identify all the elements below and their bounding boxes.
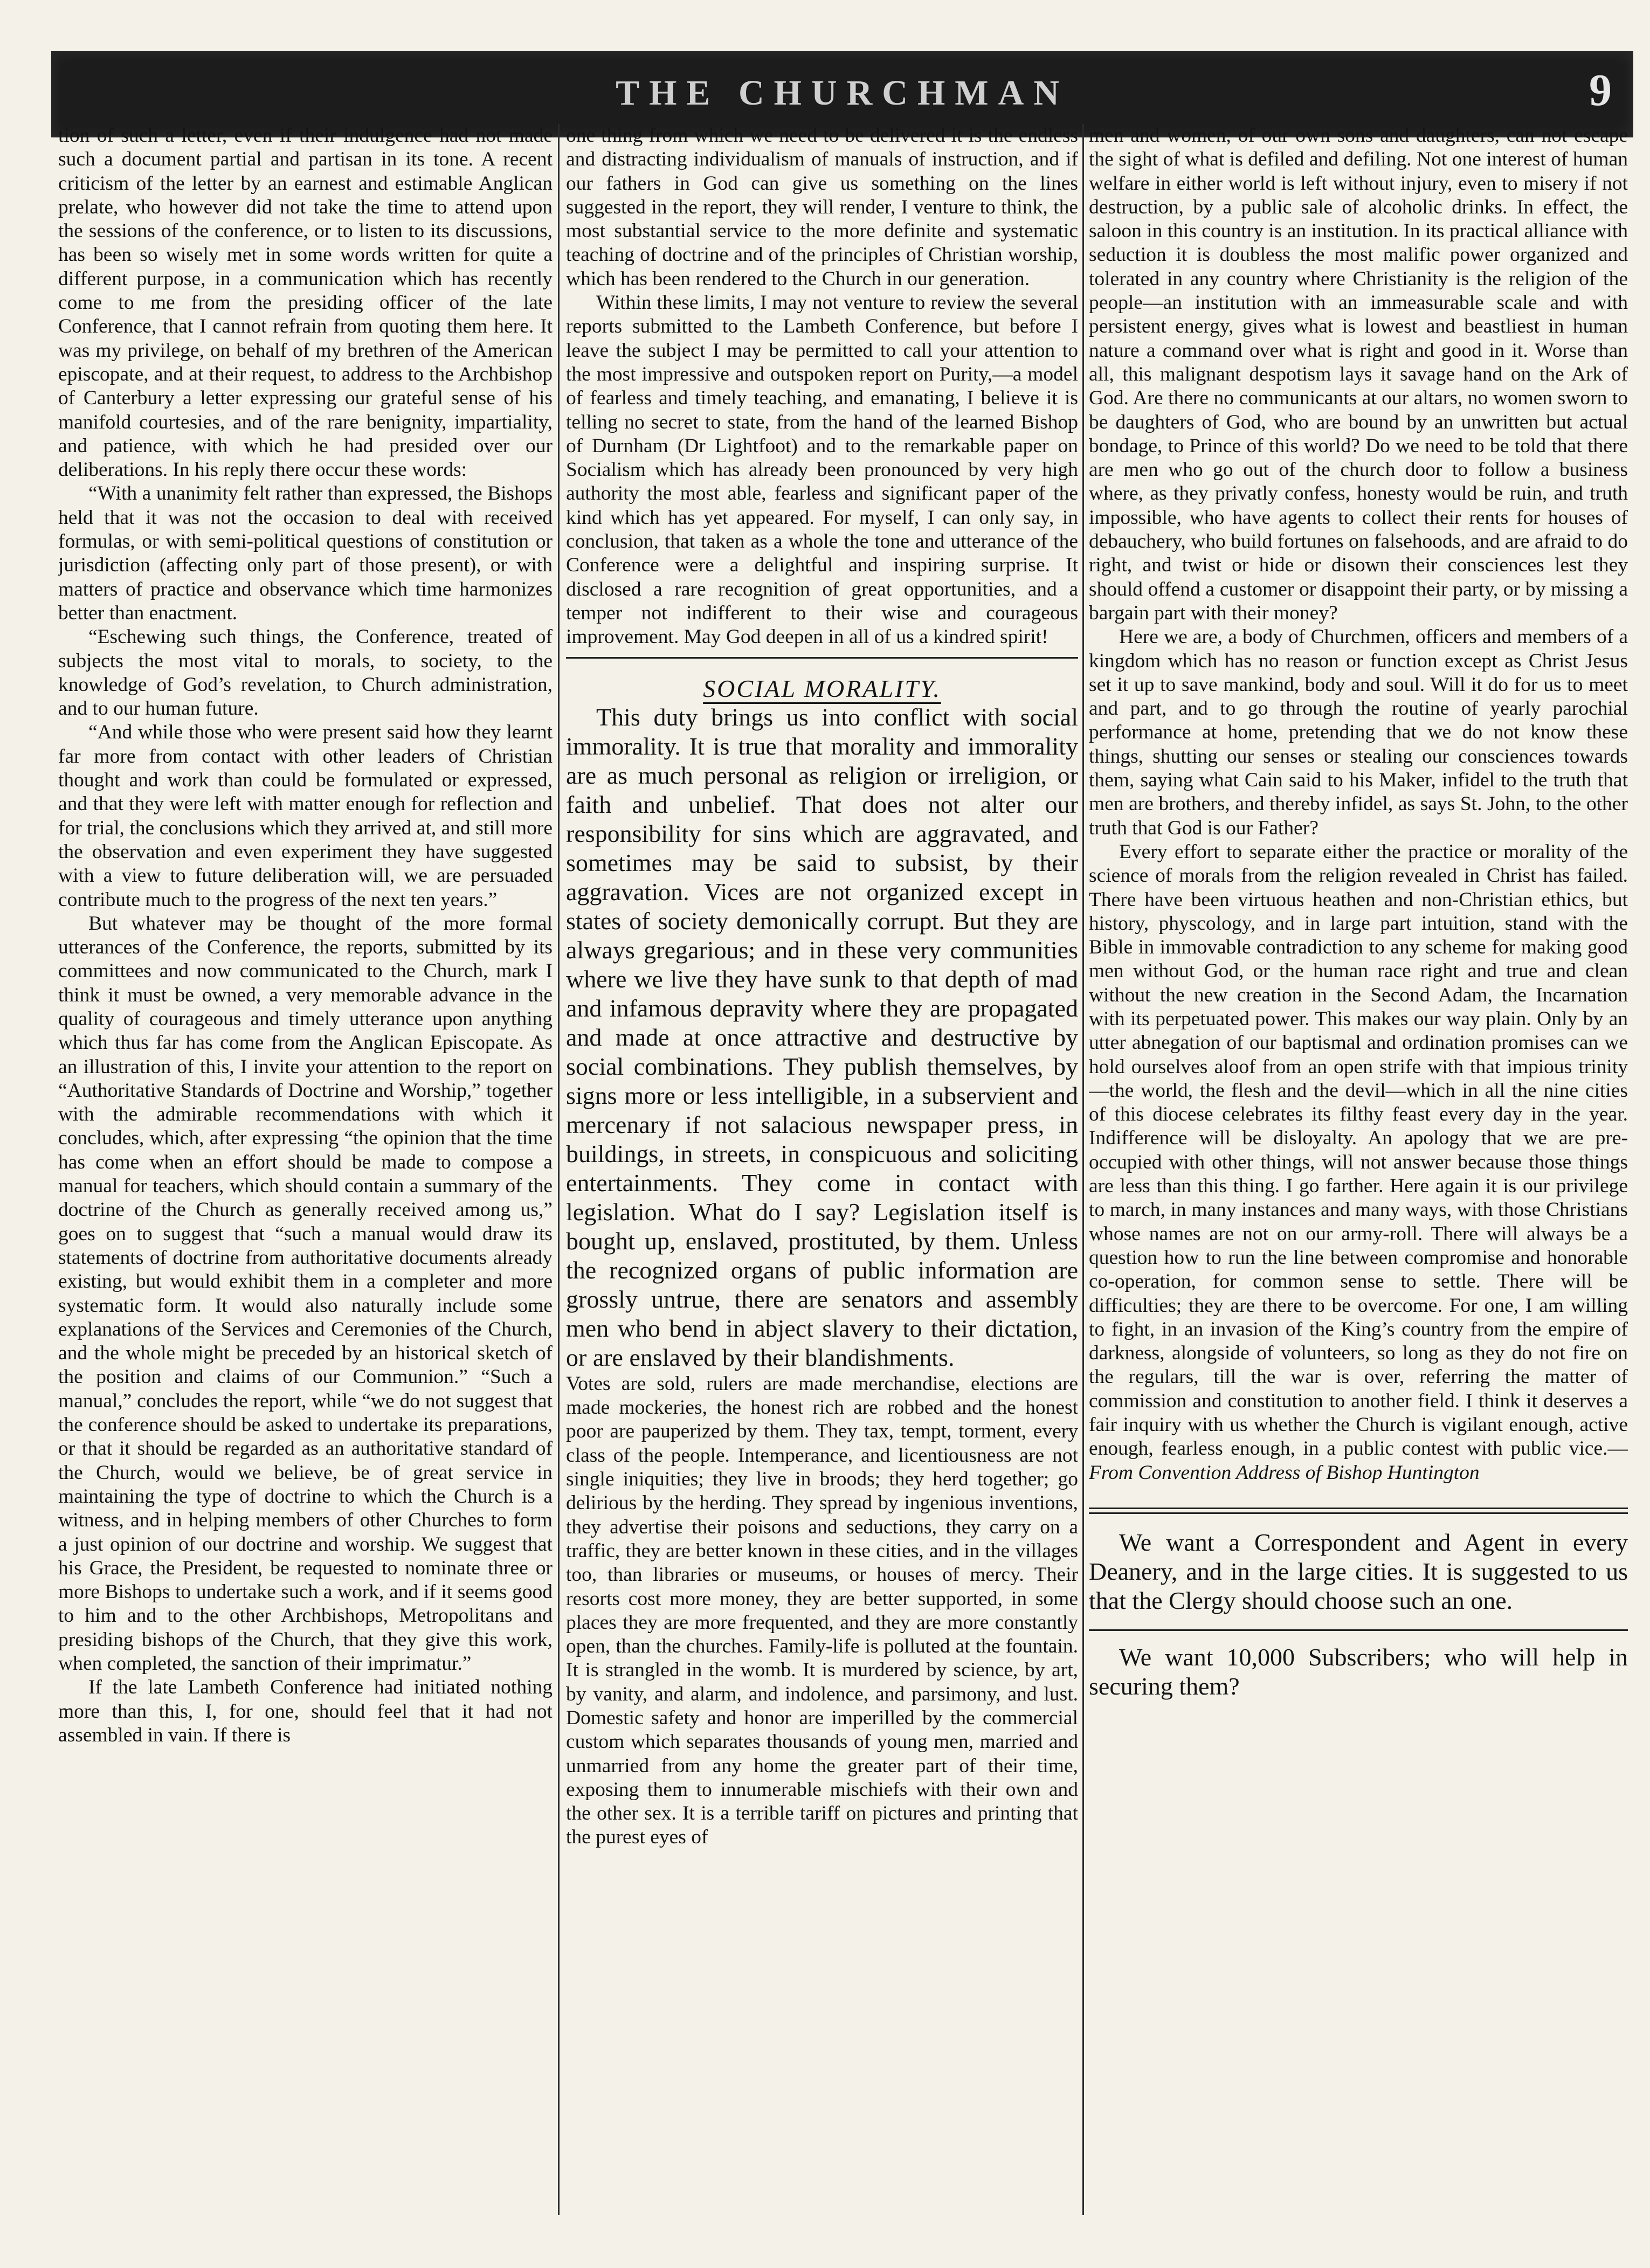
paragraph: tion of such a letter, even if their indulgence had not made such a document partial and partisan in its tone. A recent criticism of the letter by an earnest and estimable Anglican prelate, who however did not take the time to attend upon the sessions of the conference, or to listen to its discussions, has been so wisely met in some words written for quite a different purpose, in a communication which has recently come to me from the presiding officer of the late Conference, that I cannot refrain from quoting them here. It was my privilege, on behalf of my brethren of the American episcopate, and at their request, to address to the Archbishop of Canterbury a letter expressing our grateful sense of his manifold courtesies, and of the rare benignity, impartiality, and patience, with which he had presided over our deliberations. In his reply there occur these words:	[58, 125, 553, 481]
quote-paragraph: “And while those who were present said how they learnt far more from contact with other leaders of Christian thought and work than could be formulated or expressed, and that they were left with matter enough for reflection and for trial, the conclusions which they arrived at, and still more the observation and even experiment they have suggested with a view to future deliberation will, we are persuaded contribute much to the progress of the next ten years.”	[58, 721, 553, 911]
paragraph: If the late Lambeth Conference had initiated nothing more than this, I, for one, should feel that it had not assembled in vain. If there is	[58, 1676, 553, 1746]
newspaper-title: THE CHURCHMAN	[616, 73, 1069, 113]
paragraph: Here we are, a body of Churchmen, officers and members of a kingdom which has no reason or function except as Christ Jesus set it up to save mankind, body and soul. Will it do for us to meet and part, and to go through the routine of yearly parochial performance at home, pretending that we do not know these things, shutting our senses or stealing our consciences towards them, saying what Cain said to his Maker, infidel to the truth that men are brothers, and thereby infidel, as says St. John, to the other truth that God is our Father?	[1089, 626, 1628, 839]
paragraph: Within these limits, I may not venture to review the several reports submitted to the Lambeth Conference, but before I leave the subject I may be permitted to call your attention to the most impressive and outspoken report on Purity,—a model of fearless and timely teaching, and emanating, I believe it is telling no secret to state, from the hand of the learned Bishop of Durnham (Dr Lightfoot) and to the remarkable paper on Socialism which has already been pronounced by very high authority the most able, fearless and significant paper of the kind which has yet appeared. For myself, I can only say, in conclusion, that taken as a whole the tone and utterance of the Conference were a delightful and inspiring surprise. It disclosed a rare recognition of great opportunities, and a temper not indifferent to their wise and courageous improvement. May God deepen in all of us a kindred spirit!	[566, 292, 1078, 648]
column-2	[566, 124, 1078, 2226]
notice: We want a Correspondent and Agent in every Deanery, and in the large cities. It is suggested to us that the Clergy should choose such an one.	[1089, 1528, 1628, 1614]
column-1	[58, 124, 553, 2226]
page-number: 9	[1589, 65, 1612, 115]
column-divider	[1082, 124, 1084, 2215]
section-heading-text: SOCIAL MORALITY.	[703, 674, 941, 702]
divider	[1089, 1508, 1628, 1514]
divider	[1089, 1629, 1628, 1631]
source-attribution: From Convention Address of Bishop Huntington	[1089, 1461, 1480, 1484]
quote-paragraph: “Eschewing such things, the Conference, treated of subjects the most vital to morals, to society, to the knowledge of God’s revelation, to Church administration, and to our human future.	[58, 626, 553, 720]
column-3	[1089, 124, 1628, 2226]
paragraph: This duty brings us into conflict with social immorality. It is true that morality and immorality are as much personal as religion or irreligion, or faith and unbelief. That does not alter our responsibility for sins which are aggravated, and sometimes may be said to subsist, by their aggravation. Vices are not organized except in states of society demonically corrupt. But they are always gregarious; and in these very communities where we live they have sunk to that depth of mad and infamous depravity where they are propagated and made at once attractive and destructive by social combinations. They publish themselves, by signs more or less intelligible, in a subservient and mercenary if not salacious newspaper press, in buildings, in streets, in conspicuous and soliciting entertainments. They come in contact with legislation. What do I say? Legislation itself is bought up, enslaved, prostituted, by them. Unless the recognized organs of public information are grossly untrue, there are senators and assembly men who bend in abject slavery to their dictation, or are enslaved by their blandishments.	[566, 703, 1078, 1371]
paragraph: one thing from which we need to be delivered it is the endless and distracting individualism of manuals of instruction, and if our fathers in God can give us something on the lines suggested in the report, they will render, I venture to think, the most substantial service to the more definite and systematic teaching of doctrine and of the principles of Christian worship, which has been rendered to the Church in our generation.	[566, 125, 1078, 290]
notice: We want 10,000 Subscribers; who will help in securing them?	[1089, 1643, 1628, 1700]
divider	[566, 657, 1078, 659]
column-divider	[558, 124, 560, 2215]
paragraph: But whatever may be thought of the more formal utterances of the Conference, the reports, submitted by its committees and now communicated to the Church, mark I think it must be owned, a very memorable advance in the quality of courageous and timely utterance upon anything which thus far has come from the Anglican Episcopate. As an illustration of this, I invite your attention to the report on “Authoritative Standards of Doctrine and Worship,” together with the admirable recommendations with which it concludes, which, after expressing “the opinion that the time has come when an effort should be made to compose a manual for teachers, which should contain a summary of the doctrine of the Church as generally received among us,” goes on to suggest that “such a manual would draw its statements of doctrine from authoritative documents already existing, but would exhibit them in a completer and more systematic form. It would also naturally include some explanations of the Services and Ceremonies of the Church, and the whole might be preceded by an historical sketch of the position and claims of our Communion.” “Such a manual,” concludes the report, while “we do not suggest that the conference should be asked to undertake its preparations, or that it should be regarded as an authoritative standard of the Church, would we believe, be of great service in maintaining the type of doctrine to which the Church is a witness, and in helping members of other Churches to form a just opinion of our doctrine and worship. We suggest that his Grace, the President, be requested to nominate three or more Bishops to undertake such a work, and if it seems good to him and to the other Archbishops, Metropolitans and presiding bishops of the Church, that they give this work, when completed, the sanction of their imprimatur.”	[58, 912, 553, 1675]
paragraph: men and women, of our own sons and daughters, can not escape the sight of what is defiled and defiling. Not one interest of human welfare in either world is left without injury, even to misery if not destruction, by a public sale of alcoholic drinks. In effect, the saloon in this country is an institution. In its practical alliance with seduction it is doubless the most malific power organized and tolerated in any country where Christianity is the religion of the people—an institution with an immeasurable scale and with persistent energy, gives what is lowest and beastliest in human nature a command over what is right and good in it. Worse than all, this malignant despotism lays it savage hand on the Ark of God. Are there no communicants at our altars, no women sworn to be daughters of God, who are bound by an unwritten but actual bondage, to Prince of this world? Do we need to be told that there are men who go out of the church door to follow a business where, as they privatly confess, honesty would be ruin, and truth impossible, who have agents to collect their rents for houses of debauchery, who build fortunes on falsehoods, and are afraid to do right, and twist or hide or disown their consciences lest they should offend a customer or disappoint their party, or by missing a bargain part with their money?	[1089, 125, 1628, 624]
quote-paragraph: “With a unanimity felt rather than expressed, the Bishops held that it was not the occasion to deal with received formulas, or with semi-political questions of constitution or jurisdiction (affecting only part of those present), or with matters of practice and observance which time harmonizes better than enactment.	[58, 482, 553, 624]
paragraph: Votes are sold, rulers are made merchandise, elections are made mockeries, the honest rich are robbed and the honest poor are pauperized by them. They tax, tempt, torment, every class of the people. Intemperance, and licentiousness are not single iniquities; they live in broods; they herd together; go delirious by the herding. They spread by ingenious inventions, they advertise their poisons and seductions, they carry on a traffic, they are better known in these cities, and in the villages too, than libraries or museums, or houses of mercy. Their resorts cost more money, they are better supported, in some places they are more frequented, and they are more constantly open, than the churches. Family-life is polluted at the fountain. It is strangled in the womb. It is murdered by science, by art, by vanity, and alarm, and indolence, and parsimony, and lust. Domestic safety and honor are imperilled by the commercial custom which separates thousands of young men, married and unmarried from any home the greater part of their time, exposing them to innumerable mischiefs with their own and the other sex. It is a terrible tariff on pictures and printing that the purest eyes of	[566, 1372, 1078, 1849]
section-heading	[566, 674, 1078, 702]
paragraph	[1089, 840, 1628, 1485]
paragraph-text: Every effort to separate either the practice or morality of the science of morals from the religion revealed in Christ has failed. There have been virtuous heathen and non-Christian ethics, but history, physcology, and in large part intuition, stand with the Bible in immovable contradiction to any scheme for making good men without God, or the human race right and true and clean without the new creation in the Second Adam, the Incarnation with its perpetuated power. This makes our way plain. Only by an utter abnegation of our baptismal and ordination promises can we hold ourselves aloof from an open strife with that impious trinity—the world, the flesh and the devil—which in all the nine cities of this diocese celebrates its filthy feast every day in the year. Indifference will be disloyalty. An apology that we are pre-occupied with other things, will not answer because those things are less than this thing. I go farther. Here again it is our privilege to march, in many instances and many ways, with those Christians whose names are not on our army-roll. There will always be a question how to run the line between compromise and honorable co-operation, for common sense to settle. There will be difficulties; they are there to be overcome. For one, I am willing to fight, in an invasion of the King’s country from the empire of darkness, alongside of volunteers, so long as they do not fire on the regulars, till the war is over, referring the matter of commission and constitution to another field. I think it deserves a fair inquiry with us whether the Church is vigilant enough, active enough, fearless enough, in a public contest with public vice.—	[1089, 840, 1628, 1460]
